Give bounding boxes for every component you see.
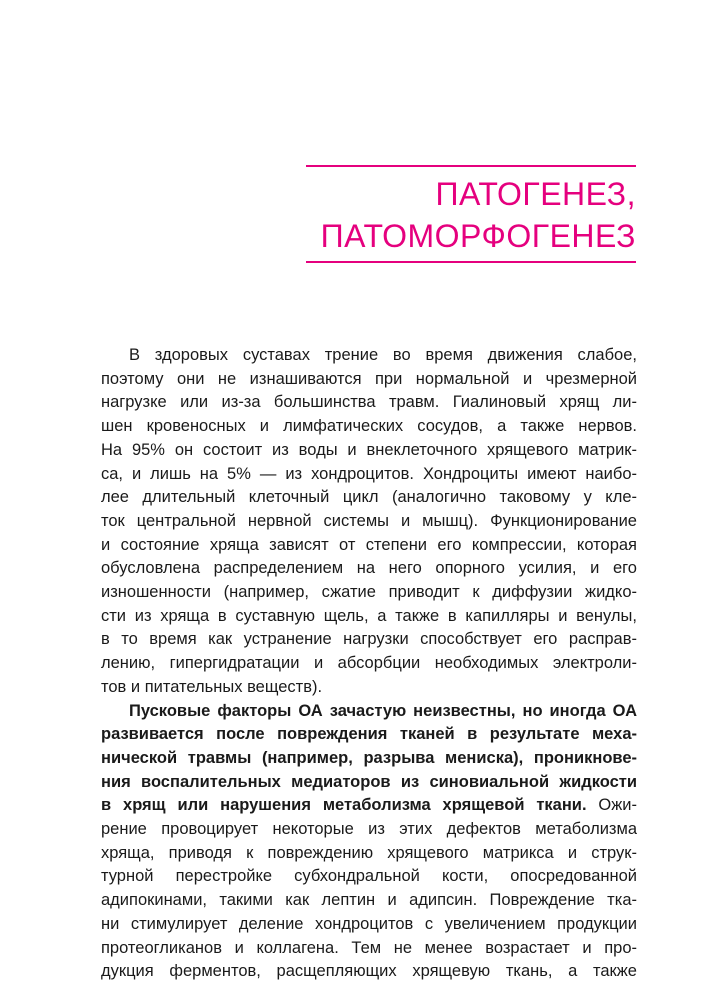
text-line: дукция ферментов, расщепляющих хрящевую ткань, а также xyxy=(101,962,637,981)
text-line: турной перестройке субхондральной кости, опосредованной xyxy=(101,867,637,886)
text-line: нагрузке или из-за большинства травм. Гиалиновый хрящ ли- xyxy=(101,393,637,412)
chapter-title-line-2: ПАТОМОРФОГЕНЕЗ xyxy=(320,218,636,254)
chapter-title xyxy=(306,167,636,261)
text-line: изношенности (например, сжатие приводит к диффузии жидко- xyxy=(101,583,637,602)
text-line: и состояние хряща зависят от степени его компрессии, которая xyxy=(101,535,637,554)
text-line: лению, гипергидратации и абсорбции необходимых электроли- xyxy=(101,654,637,673)
text-line xyxy=(101,794,637,818)
text-line: лее длительный клеточный цикл (аналогично таковому у кле- xyxy=(101,488,637,507)
paragraph-1 xyxy=(101,344,637,700)
text-line: са, и лишь на 5% — из хондроцитов. Хондроциты имеют наибо- xyxy=(101,464,637,483)
bold-fragment: в хрящ или нарушения метаболизма хрящевой ткани. xyxy=(101,796,587,815)
text-line: На 95% он состоит из воды и внеклеточного хрящевого матрик- xyxy=(101,440,637,459)
text-line: нической травмы (например, разрыва мениска), проникнове- xyxy=(101,748,637,767)
text-line: рение провоцирует некоторые из этих дефектов метаболизма xyxy=(101,820,637,839)
text-line: развивается после повреждения тканей в результате меха- xyxy=(101,725,637,744)
text-line: сти из хряща в суставную щель, а также в капилляры и венулы, xyxy=(101,606,637,625)
text-line: протеогликанов и коллагена. Тем не менее возрастает и про- xyxy=(101,938,637,957)
normal-fragment: Ожи- xyxy=(586,796,637,815)
text-line: обусловлена распределением на него опорного усилия, и его xyxy=(101,559,637,578)
text-line: в то время как устранение нагрузки способствует его расправ- xyxy=(101,630,637,649)
chapter-heading-block xyxy=(306,165,636,263)
heading-bottom-rule xyxy=(306,261,636,263)
text-line: ток центральной нервной системы и мышц). Функционирование xyxy=(101,511,637,530)
chapter-title-line-1: ПАТОГЕНЕЗ, xyxy=(435,176,636,212)
text-line: ни стимулирует деление хондроцитов с увеличением продукции xyxy=(101,914,637,933)
text-line: шен кровеносных и лимфатических сосудов, а также нервов. xyxy=(101,417,637,436)
text-line: Пусковые факторы ОА зачастую неизвестны, но иногда ОА xyxy=(129,701,637,720)
text-line: хряща, приводя к повреждению хрящевого матрикса и струк- xyxy=(101,843,637,862)
text-line: В здоровых суставах трение во время движения слабое, xyxy=(129,346,637,364)
paragraph-2 xyxy=(101,700,637,984)
text-line: тов и питательных веществ). xyxy=(101,677,323,696)
text-line: поэтому они не изнашиваются при нормальной и чрезмерной xyxy=(101,369,637,388)
body-text xyxy=(101,344,637,984)
text-line: ния воспалительных медиаторов из синовиальной жидкости xyxy=(101,772,637,791)
text-line: адипокинами, такими как лептин и адипсин. Повреждение тка- xyxy=(101,891,637,910)
